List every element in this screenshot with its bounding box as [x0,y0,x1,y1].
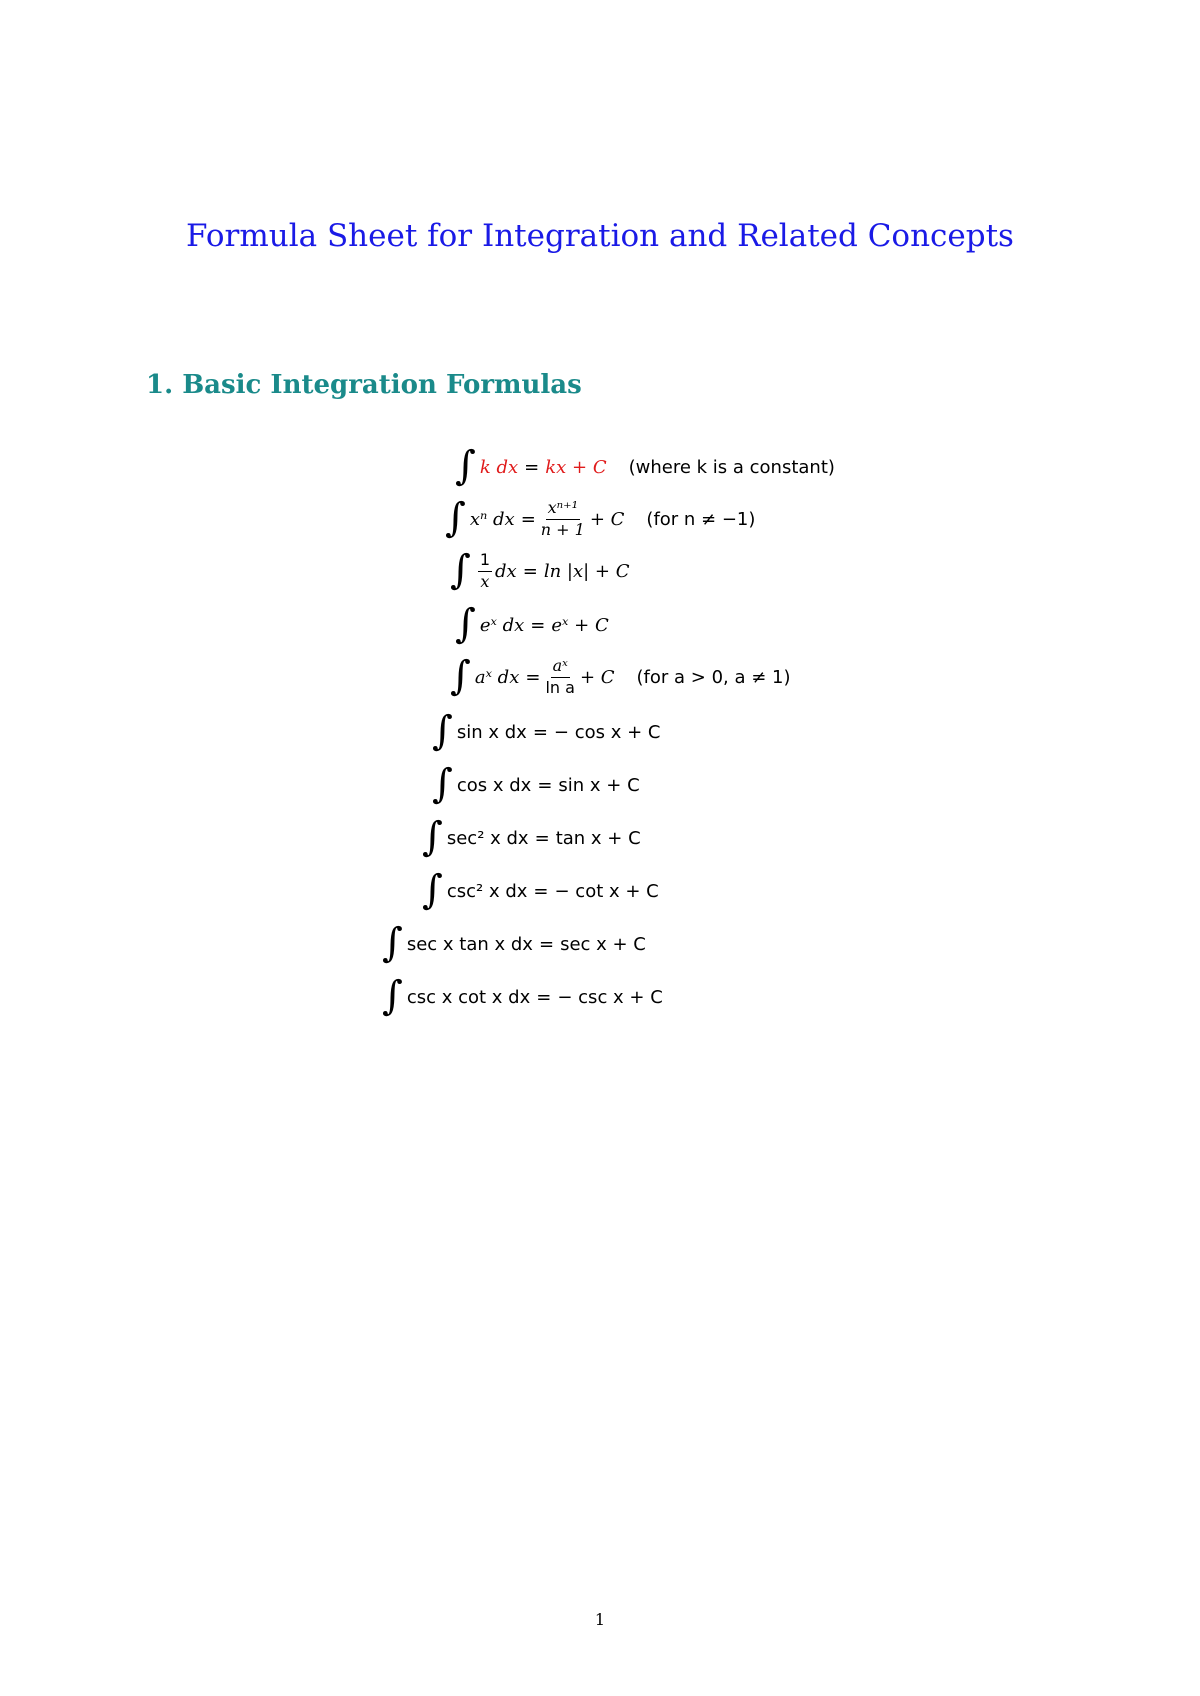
formula-constant: ∫ k dx = kx + C (where k is a constant) [455,443,835,489]
formula-note: (for n ≠ −1) [646,508,756,530]
formula-note: (where k is a constant) [628,456,835,478]
formula-integrand: sec x tan x dx [406,933,533,955]
integral-icon: ∫ [432,761,453,807]
fraction-denominator: ln a [545,677,575,697]
formula-result: kx + C [545,456,607,478]
formula-note: (for a > 0, a ≠ 1) [636,666,791,688]
formula-integrand: csc² x dx [446,880,528,902]
formula-result: − cot x + C [554,880,659,902]
formula-integrand-fraction [478,551,492,591]
formula-integrand: xⁿ dx [469,508,515,530]
formula-integrand: sin x dx [456,721,527,743]
formula-result-tail: + C [589,508,625,530]
integral-icon: ∫ [382,973,403,1019]
integral-icon: ∫ [450,653,471,699]
formula-exponential-e: ∫ eˣ dx = eˣ + C [455,601,609,647]
formula-power-rule: ∫ xⁿ dx = $\frac{\text{xⁿ⁺¹}}{n + 1}$ + C (for n ≠ −1) [445,495,756,541]
formula-integrand: cos x dx [456,774,532,796]
integral-icon: ∫ [422,814,443,860]
formula-reciprocal: ∫ $\frac{1}{x}$ dx = ln |x| + C [450,547,630,593]
formula-result: − cos x + C [553,721,661,743]
formula-integrand: sec² x dx [446,827,529,849]
formula-cosecant-squared: ∫ csc² x dx = − cot x + C [422,867,659,913]
formula-secant-squared: ∫ sec² x dx = tan x + C [422,814,641,860]
formula-integrand-tail: dx [495,560,517,582]
formula-result: tan x + C [555,827,641,849]
formula-integrand: k dx [479,456,519,478]
formula-sine: ∫ sin x dx = − cos x + C [432,708,661,754]
page-title: Formula Sheet for Integration and Related Concepts [186,218,1014,254]
formula-result: sin x + C [558,774,640,796]
formula-result: ln |x| + C [543,560,630,582]
integral-icon: ∫ [455,601,476,647]
fraction-numerator: aˣ [551,657,570,677]
fraction-numerator: 1 [478,551,492,571]
formula-cosine: ∫ cos x dx = sin x + C [432,761,640,807]
page-number: 1 [594,1610,606,1629]
integral-icon: ∫ [445,495,466,541]
formula-integrand: eˣ dx [479,614,525,636]
fraction-numerator: xⁿ⁺¹ [546,499,580,519]
formula-result: sec x + C [560,933,646,955]
section-heading: 1. Basic Integration Formulas [146,370,582,400]
formula-integrand: csc x cot x dx [406,986,531,1008]
integral-icon: ∫ [422,867,443,913]
integral-icon: ∫ [432,708,453,754]
formula-result-fraction [539,499,587,539]
formula-exponential-a: ∫ aˣ dx = $\frac{\text{aˣ}}{\text{ln a}}$ + C (for a > 0, a ≠ 1) [450,653,791,699]
formula-cosecant-cotangent: ∫ csc x cot x dx = − csc x + C [382,973,663,1019]
formula-secant-tangent: ∫ sec x tan x dx = sec x + C [382,920,646,966]
fraction-denominator: x [480,571,490,591]
formula-result-fraction [543,657,576,697]
formula-integrand: aˣ dx [474,666,520,688]
formula-result-tail: + C [579,666,615,688]
integral-icon: ∫ [455,443,476,489]
formula-result: − csc x + C [557,986,663,1008]
formula-result: eˣ + C [551,614,609,636]
integral-icon: ∫ [450,547,471,593]
fraction-denominator: n + 1 [540,519,585,539]
integral-icon: ∫ [382,920,403,966]
